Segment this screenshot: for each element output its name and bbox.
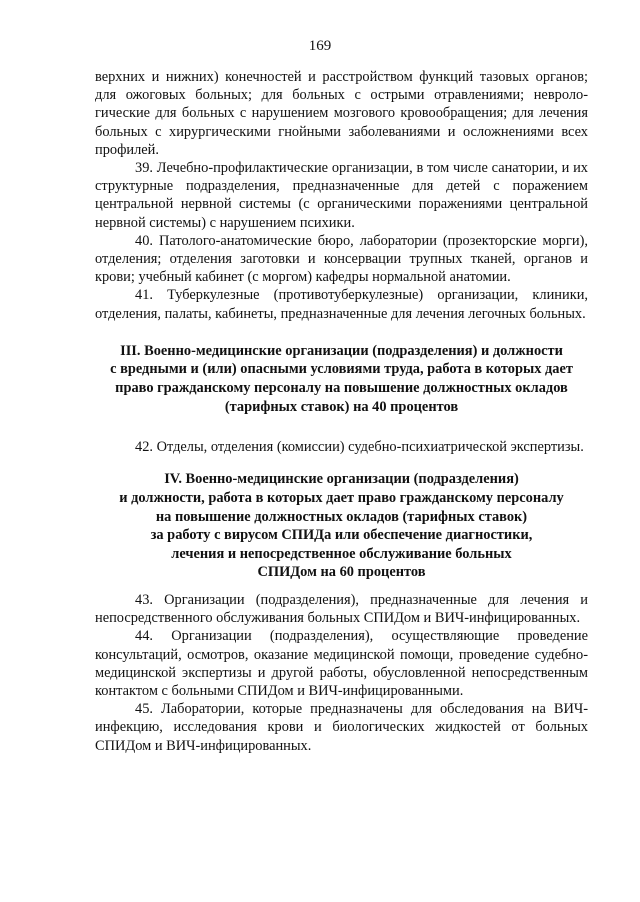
section-heading-line: (тарифных ставок) на 40 процентов xyxy=(224,398,459,415)
continuation-paragraph: верхних и нижних) конечностей и расстройством функций тазовых органов; для ожоговых больных; для больных с острыми отравлениями; неврологические для больных с нарушением мозгового кровообращения; для лечения больных с хирургическими гнойными заболеваниями и осложнениями всех профилей. xyxy=(95,69,588,158)
page-content xyxy=(95,68,588,755)
list-item-42: 42. Отделы, отделения (комиссии) судебно-психиатрической экспертизы. xyxy=(135,439,584,456)
section-heading-line: за работу с вирусом СПИДа или обеспечение диагностики, xyxy=(150,527,533,544)
section-heading-line: с вредными и (или) опасными условиями труда, работа в которых дает xyxy=(110,361,573,378)
list-item-45: 45. Лаборатории, которые предназначены для обследования на ВИЧ-инфекцию, исследования крови и биологических жидкостей от больных СПИДом и ВИЧ-инфицированных. xyxy=(95,701,588,754)
list-item-43: 43. Организации (подразделения), предназначенные для лечения и непосредственного обслуживания больных СПИДом и ВИЧ-инфицированных. xyxy=(95,591,588,627)
list-item-41: 41. Туберкулезные (противотуберкулезные) организации, клиники, отделения, палаты, кабинеты, предназначенные для лечения легочных больных. xyxy=(95,287,588,322)
section-heading-line: IV. Военно-медицинские организации (подразделения) xyxy=(164,471,519,488)
section-heading-line: III. Военно-медицинские организации (подразделения) и должности xyxy=(120,342,563,359)
page-number: 169 xyxy=(308,38,332,54)
section-3-heading xyxy=(95,342,588,416)
section-heading-line: и должности, работа в которых дает право гражданскому персоналу xyxy=(119,490,564,507)
section-heading-line: на повышение должностных окладов (тарифных ставок) xyxy=(155,508,528,525)
section-heading-line: СПИДом на 60 процентов xyxy=(257,564,426,581)
list-item-40: 40. Патолого-анатомические бюро, лаборатории (прозекторские морги), отделения; отделения заготовки и консервации трупных тканей, органов и крови; учебный кабинет (с моргом) кафедры нормальной анатомии. xyxy=(95,232,588,286)
list-item-44: 44. Организации (подразделения), осуществляющие проведение консультаций, осмотров, оказание медицинской помощи, проведение судебно-медицинской экспертизы и другой работы, обусловленной непосредственным контактом с больными СПИДом и ВИЧ-инфицированными. xyxy=(95,628,588,699)
list-item-39: 39. Лечебно-профилактические организации, в том числе санатории, и их структурные подразделения, предназначенные для детей с поражением центральной нервной системы (с органическими поражениями центральной нервной системы) с нарушением психики. xyxy=(95,160,588,231)
section-heading-line: право гражданскому персоналу на повышение должностных окладов xyxy=(115,380,568,397)
section-heading-line: лечения и непосредственное обслуживание больных xyxy=(171,545,512,562)
section-4-heading xyxy=(95,470,588,582)
